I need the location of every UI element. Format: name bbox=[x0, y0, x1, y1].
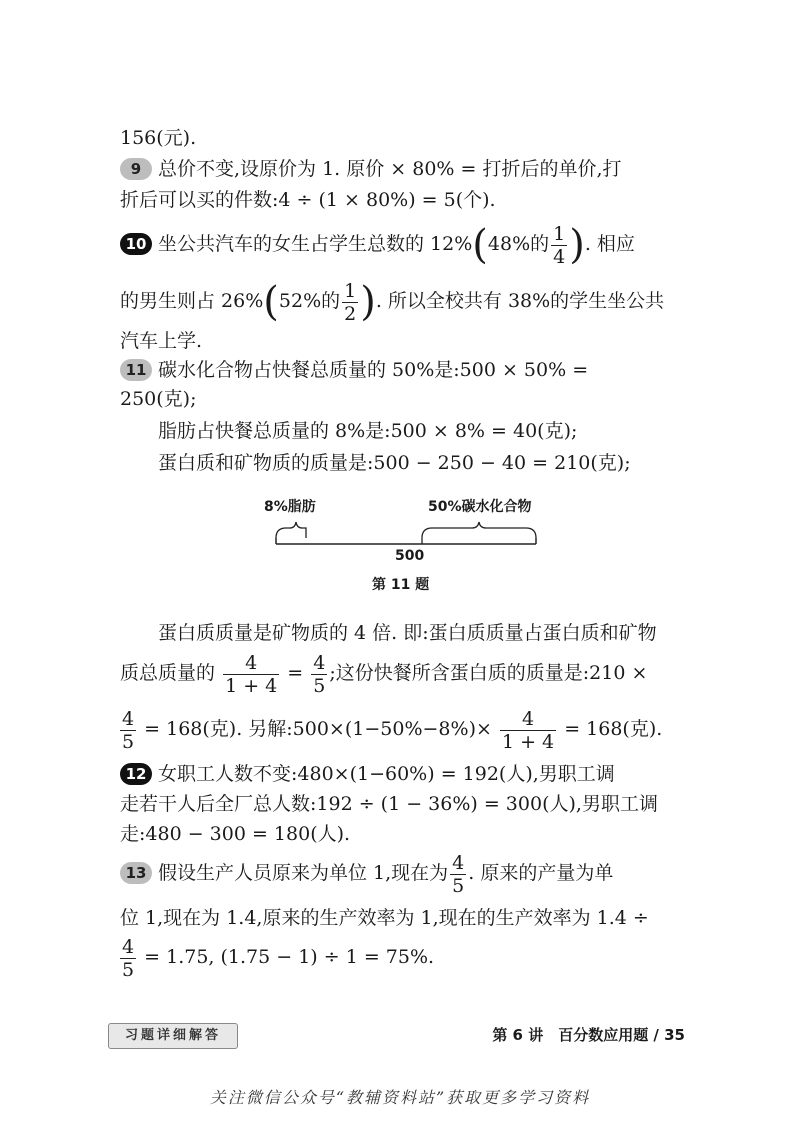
paren-left: ( bbox=[263, 279, 279, 325]
fraction bbox=[500, 708, 556, 753]
problem-11-diagram bbox=[250, 490, 560, 595]
problem-11-line-7 bbox=[120, 704, 662, 754]
text: 48%的 bbox=[487, 233, 550, 255]
text: 质总质量的 bbox=[120, 662, 216, 684]
problem-12-line-3: 走:480 − 300 = 180(人). bbox=[120, 823, 351, 845]
text: 假设生产人员原来为单位 1,现在为 bbox=[158, 862, 449, 884]
text: 女职工人数不变:480×(1−60%) = 192(人),男职工调 bbox=[158, 763, 615, 785]
problem-13-line-1 bbox=[120, 848, 613, 898]
numerator: 4 bbox=[500, 708, 556, 731]
fraction bbox=[120, 708, 136, 753]
text: ;这份快餐所含蛋白质的质量是:210 × bbox=[329, 662, 648, 684]
text: 52%的 bbox=[278, 290, 341, 312]
text: 的男生则占 26% bbox=[120, 290, 264, 312]
text: 坐公共汽车的女生占学生总数的 12% bbox=[158, 233, 473, 255]
problem-11-line-4: 蛋白质和矿物质的质量是:500 − 250 − 40 = 210(克); bbox=[158, 452, 631, 474]
problem-11-line-5: 蛋白质质量是矿物质的 4 倍. 即:蛋白质质量占蛋白质和矿物 bbox=[158, 622, 657, 644]
problem-13-line-2: 位 1,现在为 1.4,原来的生产效率为 1,现在的生产效率为 1.4 ÷ bbox=[120, 907, 649, 929]
label-carbohydrate: 50%碳水化合物 bbox=[428, 499, 532, 515]
equals: = bbox=[287, 662, 304, 684]
problem-12-line-2: 走若干人后全厂总人数:192 ÷ (1 − 36%) = 300(人),男职工调 bbox=[120, 793, 658, 815]
diagram-caption: 第 11 题 bbox=[372, 577, 430, 593]
brace-left bbox=[276, 522, 306, 538]
watermark-note: 关注微信公众号“教辅资料站”获取更多学习资料 bbox=[209, 1088, 591, 1107]
denominator: 5 bbox=[452, 874, 465, 897]
text: . 相应 bbox=[584, 233, 635, 255]
numerator: 4 bbox=[313, 651, 326, 674]
text: 总价不变,设原价为 1. 原价 × 80% = 打折后的单价,打 bbox=[158, 158, 622, 180]
problem-10-line-2 bbox=[120, 279, 664, 323]
problem-10-line-3: 汽车上学. bbox=[120, 330, 203, 352]
numerator: 4 bbox=[122, 935, 135, 958]
problem-10-line-1 bbox=[120, 222, 635, 266]
paren-right: ) bbox=[569, 222, 585, 268]
fraction bbox=[450, 852, 466, 897]
numerator: 4 bbox=[223, 652, 279, 675]
text: 碳水化合物占快餐总质量的 50%是:500 × 50% = bbox=[158, 359, 589, 381]
text: = 168(克). bbox=[564, 718, 663, 740]
paren-left: ( bbox=[472, 222, 488, 268]
problem-11-line-6 bbox=[120, 648, 647, 698]
label-total: 500 bbox=[395, 548, 425, 564]
fraction bbox=[223, 652, 279, 697]
numerator: 4 bbox=[452, 851, 465, 874]
chapter-page-label: 第 6 讲 百分数应用题 / 35 bbox=[492, 1026, 685, 1044]
denominator: 1 + 4 bbox=[225, 674, 278, 697]
numerator: 4 bbox=[122, 707, 135, 730]
denominator: 2 bbox=[344, 302, 357, 325]
problem-11-line-3: 脂肪占快餐总质量的 8%是:500 × 8% = 40(克); bbox=[158, 420, 578, 442]
problem-9-line-1 bbox=[120, 157, 622, 181]
section-tag: 习题详细解答 bbox=[108, 1023, 238, 1049]
label-fat: 8%脂肪 bbox=[264, 499, 316, 515]
fraction bbox=[551, 223, 567, 268]
text-line: 156(元). bbox=[120, 127, 197, 149]
problem-9-line-2: 折后可以买的件数:4 ÷ (1 × 80%) = 5(个). bbox=[120, 189, 496, 211]
problem-number-badge: 13 bbox=[120, 862, 152, 884]
fraction bbox=[120, 936, 136, 981]
numerator: 1 bbox=[553, 222, 566, 245]
denominator: 4 bbox=[553, 245, 566, 268]
numerator: 1 bbox=[344, 279, 357, 302]
denominator: 5 bbox=[122, 958, 135, 981]
denominator: 5 bbox=[122, 730, 135, 753]
problem-11-line-1 bbox=[120, 358, 588, 382]
text: = 1.75, (1.75 − 1) ÷ 1 = 75%. bbox=[144, 946, 435, 968]
problem-number-badge: 12 bbox=[120, 763, 152, 785]
problem-number-badge: 11 bbox=[120, 359, 152, 381]
problem-11-line-2: 250(克); bbox=[120, 388, 197, 410]
text: = 168(克). 另解:500×(1−50%−8%)× bbox=[144, 718, 492, 740]
problem-number-badge: 9 bbox=[120, 158, 152, 180]
brace-right bbox=[422, 522, 536, 538]
fraction bbox=[311, 652, 327, 697]
fraction bbox=[342, 280, 358, 325]
paren-right: ) bbox=[360, 279, 376, 325]
problem-13-line-3 bbox=[120, 932, 434, 982]
problem-number-badge: 10 bbox=[120, 233, 152, 255]
text: . 所以全校共有 38%的学生坐公共 bbox=[375, 290, 665, 312]
problem-12-line-1 bbox=[120, 762, 615, 786]
text: . 原来的产量为单 bbox=[468, 862, 614, 884]
denominator: 1 + 4 bbox=[501, 730, 555, 753]
segment-svg bbox=[250, 510, 560, 580]
denominator: 5 bbox=[313, 674, 326, 697]
